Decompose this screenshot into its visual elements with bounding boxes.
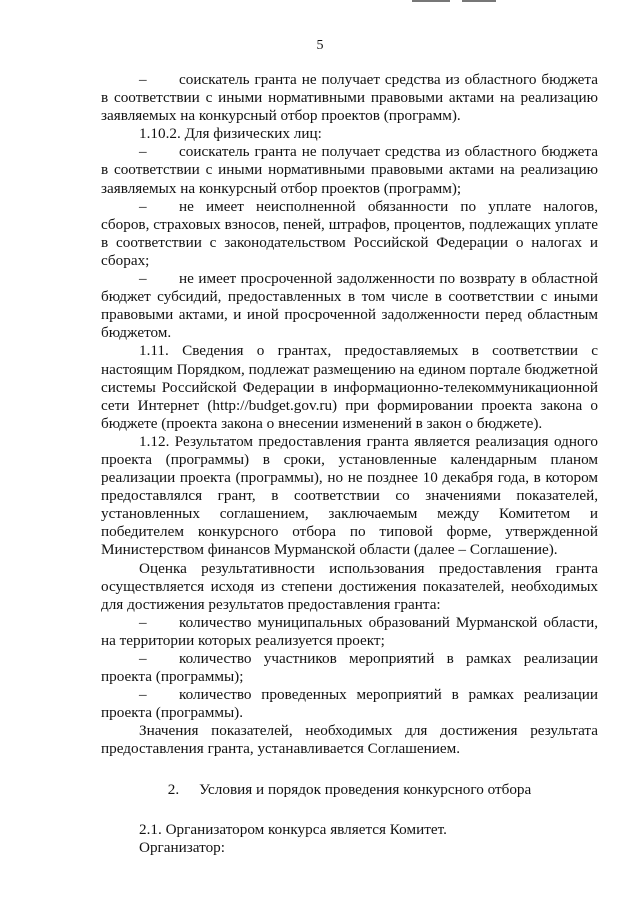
paragraph: Значения показателей, необходимых для достижения результата предоставления гранта, устанавливается Соглашением. [101,722,598,758]
paragraph: Организатор: [139,838,225,856]
dash-marker: – [139,650,147,667]
dash-list-item [101,270,598,342]
paragraph: 1.12. Результатом предоставления гранта является реализация одного проекта (программы) в сроки, установленные календарным планом реализации проекта (программы), но не позднее 10 декабря года, в котором предоставлялся грант, в соответствии со значениями показателей, установленных соглашением, заключаемым между Комитетом и победителем конкурсного отбора по типовой форме, утвержденной Министерством финансов Мурманской области (далее – Соглашение). [101,432,598,559]
top-mark-right [462,0,496,2]
paragraph: 2.1. Организатором конкурса является Комитет. [139,820,447,838]
dash-list-text: количество муниципальных образований Мурманской области, на территории которых реализуется проект; [101,613,598,649]
section-title: Условия и порядок проведения конкурсного отбора [199,780,532,798]
paragraph-list [101,71,598,759]
dash-list-item [101,143,598,197]
dash-list-text: количество участников мероприятий в рамках реализации проекта (программы); [101,650,598,686]
subclause-heading: 1.10.2. Для физических лиц: [139,125,322,143]
top-mark-left [412,0,450,2]
dash-list-item [101,614,598,650]
section-start [101,821,598,857]
paragraph: Оценка результативности использования предоставления гранта осуществляется исходя из степени достижения показателей, необходимых для достижения результатов предоставления гранта: [101,559,598,613]
dash-list-item [101,686,598,722]
dash-list-text: не имеет неисполненной обязанности по уплате налогов, сборов, страховых взносов, пеней, штрафов, процентов, подлежащих уплате в соответствии с законодательством Российской Федерации о налогах и сборах; [101,197,598,269]
dash-marker: – [139,143,147,161]
dash-marker: – [139,71,147,88]
dash-list-text: количество проведенных мероприятий в рамках реализации проекта (программы). [101,686,598,722]
paragraph: 1.11. Сведения о грантах, предоставляемых в соответствии с настоящим Порядком, подлежат размещению на едином портале бюджетной системы Российской Федерации в информационно-телекоммуникационной сети Интернет (http://budget.gov.ru) при формировании проекта закона о бюджете (проекта закона о внесении изменений в закон о бюджете). [101,342,598,432]
dash-list-item [101,71,598,125]
dash-marker: – [139,197,147,215]
dash-list-text: соискатель гранта не получает средства из областного бюджета в соответствии с иными нормативными правовыми актами на реализацию заявляемых на конкурсный отбор проектов (программ). [101,71,598,125]
document-body [101,71,598,857]
dash-marker: – [139,686,147,704]
dash-list-text: не имеет просроченной задолженности по возврату в областной бюджет субсидий, предоставленных в том числе в соответствии с иными правовыми актами, и иной просроченной задолженности перед областным бюджетом. [101,270,598,342]
section-heading [101,781,598,799]
page-number: 5 [316,38,324,53]
dash-list-text: соискатель гранта не получает средства из областного бюджета в соответствии с иными нормативными правовыми актами на реализацию заявляемых на конкурсный отбор проектов (программ); [101,143,598,197]
dash-list-item [101,650,598,686]
dash-marker: – [139,270,147,288]
top-edge-marks [412,0,512,3]
dash-list-item [101,198,598,270]
dash-marker: – [139,613,147,631]
section-number: 2. [167,780,180,798]
